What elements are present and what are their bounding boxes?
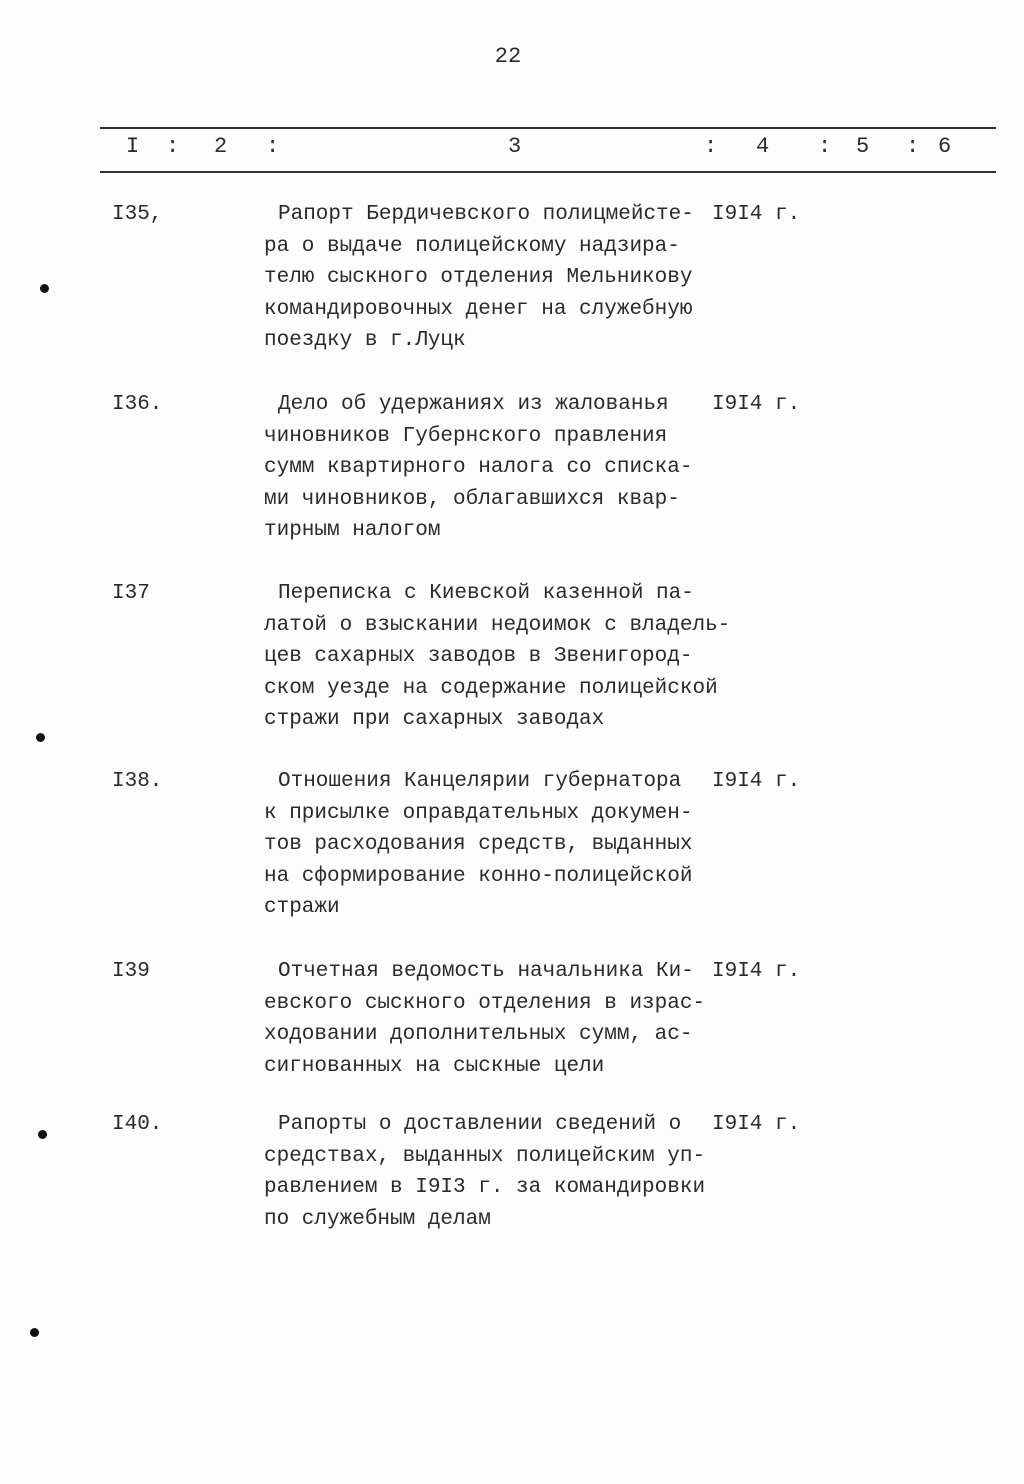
- punch-hole-mark: [36, 733, 45, 742]
- description-line: Рапорт Бердичевского полицмейсте-: [278, 203, 694, 226]
- description-line: Переписка с Киевской казенной па-: [278, 582, 694, 605]
- punch-hole-mark: [30, 1328, 39, 1337]
- description-line: по служебным делам: [264, 1207, 491, 1231]
- separator: :: [266, 134, 280, 159]
- description-line: ра о выдаче полицейскому надзира-: [264, 234, 680, 258]
- table-header-bottom-rule: [100, 171, 996, 173]
- entry-year: I9I4 г.: [712, 1113, 801, 1136]
- column-3-header: 3: [508, 134, 522, 159]
- entry-description: [264, 956, 705, 1082]
- column-5-header: 5: [856, 134, 870, 159]
- entry-description: [264, 199, 694, 357]
- page-number: 22: [494, 44, 522, 69]
- description-line: стражи при сахарных заводах: [264, 708, 605, 731]
- description-line: латой о взыскании недоимок с владель-: [264, 613, 731, 637]
- entry-number: I38.: [112, 770, 163, 793]
- entry-description: [264, 389, 692, 547]
- description-line: сигнованных на сыскные цели: [264, 1054, 605, 1078]
- description-line: средствах, выданных полицейским уп-: [264, 1144, 706, 1168]
- description-line: телю сыскного отделения Мельникову: [264, 266, 693, 289]
- entry-year: I9I4 г.: [712, 203, 801, 226]
- separator: :: [818, 134, 832, 159]
- separator: :: [906, 134, 920, 159]
- description-line: евского сыскного отделения в израс-: [264, 991, 706, 1015]
- entry-number: I35,: [112, 203, 163, 226]
- entry-number: I37: [112, 582, 150, 605]
- column-1-header: I: [126, 134, 140, 159]
- description-line: равлением в I9I3 г. за командировки: [264, 1176, 706, 1199]
- description-line: стражи: [264, 896, 340, 919]
- entry-year: I9I4 г.: [712, 393, 801, 416]
- entry-number: I40.: [112, 1113, 163, 1136]
- description-line: ходовании дополнительных сумм, ас-: [264, 1023, 693, 1046]
- column-6-header: 6: [938, 134, 952, 159]
- description-line: Отношения Канцелярии губернатора: [278, 770, 682, 793]
- table-header-top-rule: [100, 127, 996, 129]
- description-line: цев сахарных заводов в Звенигород-: [264, 645, 693, 668]
- separator: :: [166, 134, 180, 159]
- entry-number: I39: [112, 960, 150, 983]
- description-line: к присылке оправдательных докумен-: [264, 801, 693, 825]
- description-line: сумм квартирного налога со списка-: [264, 456, 693, 479]
- description-line: ском уезде на содержание полицейской: [264, 676, 718, 700]
- description-line: поездку в г.Луцк: [264, 329, 466, 352]
- entry-description: [264, 578, 730, 736]
- description-line: тирным налогом: [264, 519, 441, 542]
- entry-year: I9I4 г.: [712, 960, 801, 983]
- description-line: ми чиновников, облагавшихся квар-: [264, 487, 680, 511]
- column-4-header: 4: [756, 134, 770, 159]
- entry-year: I9I4 г.: [712, 770, 801, 793]
- entry-description: [264, 1109, 705, 1235]
- description-line: на сформирование конно-полицейской: [264, 864, 693, 888]
- description-line: Дело об удержаниях из жалованья: [278, 393, 669, 416]
- punch-hole-mark: [38, 1130, 47, 1139]
- punch-hole-mark: [40, 284, 49, 293]
- separator: :: [704, 134, 718, 159]
- description-line: Рапорты о доставлении сведений о: [278, 1113, 682, 1136]
- column-2-header: 2: [214, 134, 228, 159]
- description-line: Отчетная ведомость начальника Ки-: [278, 960, 694, 983]
- description-line: чиновников Губернского правления: [264, 424, 668, 448]
- description-line: командировочных денег на служебную: [264, 297, 693, 321]
- description-line: тов расходования средств, выданных: [264, 833, 693, 856]
- entry-number: I36.: [112, 393, 163, 416]
- entry-description: [264, 766, 692, 924]
